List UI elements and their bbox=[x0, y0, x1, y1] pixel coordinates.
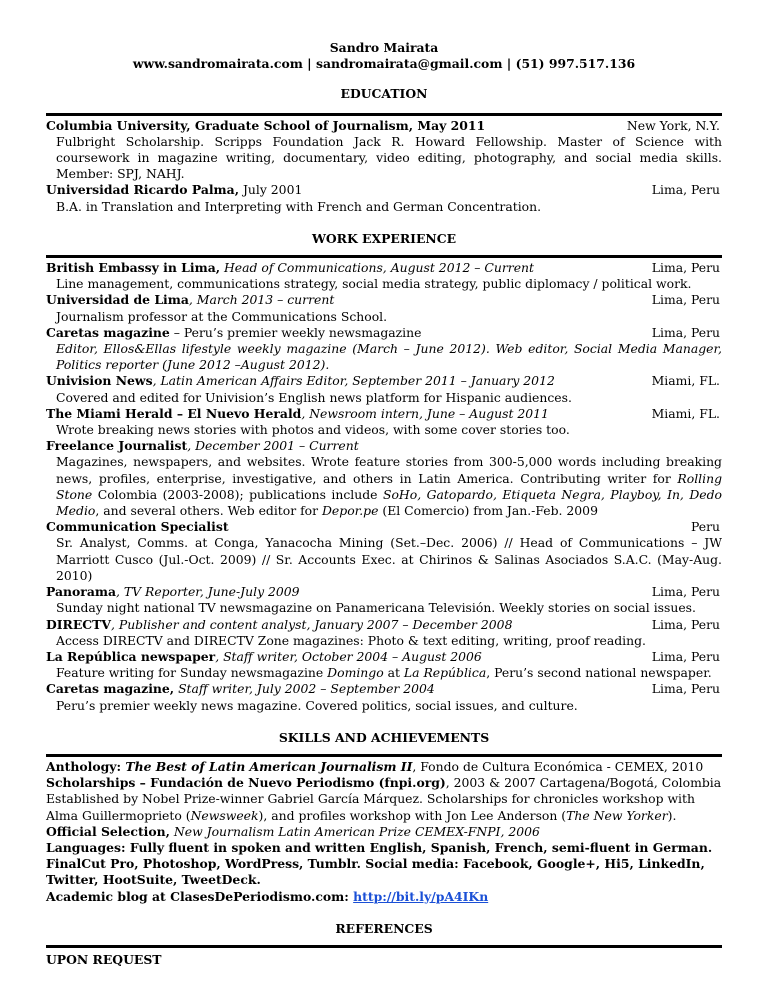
website: www.sandromairata.com bbox=[132, 56, 303, 72]
anthology-line: Anthology: The Best of Latin American Journalism II, Fondo de Cultura Económica - CEMEX, 2010 bbox=[46, 758, 704, 774]
languages-line: Languages: Fully fluent in spoken and written English, Spanish, French, semi-fluent in German. FinalCut Pro, Photoshop, WordPress, Tumblr. Social media: Facebook, Google+, Hi5, LinkedIn, Twitter, HootSuite, TweetDeck. bbox=[46, 839, 713, 888]
education-entry: Universidad Ricardo Palma, July 2001 Lima, Peru bbox=[46, 182, 720, 198]
contact-line: www.sandromairata.com | sandromairata@gmail.com | (51) 997.517.136 bbox=[132, 56, 636, 72]
section-divider bbox=[46, 255, 722, 258]
work-entry: Caretas magazine, Staff writer, July 2002 – September 2004 Lima, Peru bbox=[46, 681, 720, 697]
work-entry: The Miami Herald – El Nuevo Herald, Newsroom intern, June – August 2011 Miami, FL. bbox=[46, 405, 720, 421]
work-entry: Universidad de Lima, March 2013 – current Lima, Peru bbox=[46, 292, 720, 308]
work-entry: Communication Specialist Peru bbox=[46, 519, 720, 535]
work-entry: DIRECTV, Publisher and content analyst, January 2007 – December 2008 Lima, Peru bbox=[46, 616, 720, 632]
scholarships-line: Scholarships – Fundación de Nuevo Periodismo (fnpi.org), 2003 & 2007 Cartagena/Bogotá, Colombia bbox=[46, 775, 722, 791]
skills-heading: SKILLS AND ACHIEVEMENTS bbox=[278, 729, 490, 745]
blog-line: Academic blog at ClasesDePeriodismo.com: http://bit.ly/pA4IKn bbox=[46, 888, 489, 904]
resume-name: Sandro Mairata bbox=[329, 40, 439, 55]
work-entry: Freelance Journalist, December 2001 – Current bbox=[46, 438, 359, 454]
resume-page: Sandro Mairata www.sandromairata.com | sandromairata@gmail.com | (51) 997.517.136 EDUCATION Columbia University, Graduate School of Journalism, May 2011 New York, N.Y. Fulbright Scholarship. Scripps Foundation Jack R. Howard Fellowship. Master of Science with coursework in magazine writing, documentary, video editing, photography, and social media skills. Member: SPJ, NAHJ. Universidad Ricardo Palma, July 2001 Lima, Peru B.A. in Translation and Interpreting with French and German Concentration. WORK EXPERIENCE British Embassy in Lima, Head of Communications, August 2012 – Current Lima, Peru Line management, communications strategy, social media strategy, public diplomacy / political work. Universidad de Lima, March 2013 – current Lima, Peru Journalism professor at the Communications School. Caretas magazine – Peru’s premier weekly newsmagazine Lima, Peru Editor, Ellos&Ellas lifestyle weekly magazine (March – June 2012). Web editor, Social Media Manager, Politics reporter (June 2012 –August 2012). Univision News, Latin American Affairs Editor, September 2011 – January 2012 Miami, FL. Covered and edited for Univision’s English news platform for Hispanic audiences. The Miami Herald – El Nuevo Herald, Newsroom intern, June – August 2011 Miami, FL. Wrote breaking news stories with photos and videos, with some cover stories too. Freelance Journalist, December 2001 – Current Magazines, newspapers, and websites. Wrote feature stories from 300-5,000 words including breaking news, profiles, enterprise, investigative, and others in Latin America. Contributing writer for Rolling Stone Colombia (2003-2008); publications include SoHo, Gatopardo, Etiqueta Negra, Playboy, In, Dedo Medio, and several others. Web editor for Depor.pe (El Comercio) from Jan.-Feb. 2009 Communication Specialist Peru Sr. Analyst, Comms. at Conga, Yanacocha Mining (Set.–Dec. 2006) // Head of Communications – JW Marriott Cusco (Jul.-Oct. 2009) // Sr. Accounts Exec. at Chirinos & Salinas Asociados S.A.C. (May-Aug. 2010) Panorama, TV Reporter, June-July 2009 Lima, Peru Sunday night national TV newsmagazine on Panamericana Televisión. Weekly stories on social issues. DIRECTV, Publisher and content analyst, January 2007 – December 2008 Lima, Peru Access DIRECTV and DIRECTV Zone magazines: Photo & text editing, writing, proof reading. La República newspaper, Staff writer, October 2004 – August 2006 Lima, Peru Feature writing for Sunday newsmagazine Domingo at La República, Peru’s second national newspaper. Caretas magazine, Staff writer, July 2002 – September 2004 Lima, Peru Peru’s premier weekly news magazine. Covered politics, social issues, and culture. SKILLS AND ACHIEVEMENTS Anthology: The Best of Latin American Journalism II, Fondo de Cultura Económica - CEMEX, 2010 Scholarships – Fundación de Nuevo Periodismo (fnpi.org), 2003 & 2007 Cartagena/Bogotá, Colombia Established by Nobel Prize-winner Gabriel García Márquez. Scholarships for chronicles workshop with Alma Guillermoprieto (Newsweek), and profiles workshop with Jon Lee Anderson (The New Yorker). Official Selection, New Journalism Latin American Prize CEMEX-FNPI, 2006 Languages: Fully fluent in spoken and written English, Spanish, French, semi-fluent in German. FinalCut Pro, Photoshop, WordPress, Tumblr. Social media: Facebook, Google+, Hi5, LinkedIn, Twitter, HootSuite, TweetDeck. Academic blog at ClasesDePeriodismo.com: http://bit.ly/pA4IKn REFERENCES UPON REQUEST bbox=[46, 40, 722, 967]
work-entry: Univision News, Latin American Affairs Editor, September 2011 – January 2012 Miami, FL. bbox=[46, 373, 720, 389]
work-entry: Caretas magazine – Peru’s premier weekly newsmagazine Lima, Peru bbox=[46, 324, 720, 340]
education-heading: EDUCATION bbox=[340, 86, 428, 102]
section-divider bbox=[46, 113, 722, 116]
official-selection-line: Official Selection, New Journalism Latin American Prize CEMEX-FNPI, 2006 bbox=[46, 823, 540, 839]
section-divider bbox=[46, 754, 722, 757]
phone: (51) 997.517.136 bbox=[515, 56, 636, 72]
work-entry: La República newspaper, Staff writer, October 2004 – August 2006 Lima, Peru bbox=[46, 648, 720, 664]
work-entry: British Embassy in Lima, Head of Communications, August 2012 – Current Lima, Peru bbox=[46, 260, 720, 276]
references-heading: REFERENCES bbox=[335, 920, 433, 936]
education-entry: Columbia University, Graduate School of Journalism, May 2011 New York, N.Y. bbox=[46, 117, 720, 133]
established-line: Established by Nobel Prize-winner Gabriel García Márquez. Scholarships for chronicles workshop with Alma Guillermoprieto (Newsweek), and profiles workshop with Jon Lee Anderson (The New Yorker). bbox=[46, 791, 695, 823]
work-entry: Panorama, TV Reporter, June-July 2009 Lima, Peru bbox=[46, 584, 720, 600]
section-divider bbox=[46, 945, 722, 948]
references-text: UPON REQUEST bbox=[46, 951, 162, 967]
email: sandromairata@gmail.com bbox=[315, 56, 503, 72]
blog-link[interactable]: http://bit.ly/pA4IKn bbox=[353, 888, 489, 904]
work-heading: WORK EXPERIENCE bbox=[311, 230, 457, 246]
